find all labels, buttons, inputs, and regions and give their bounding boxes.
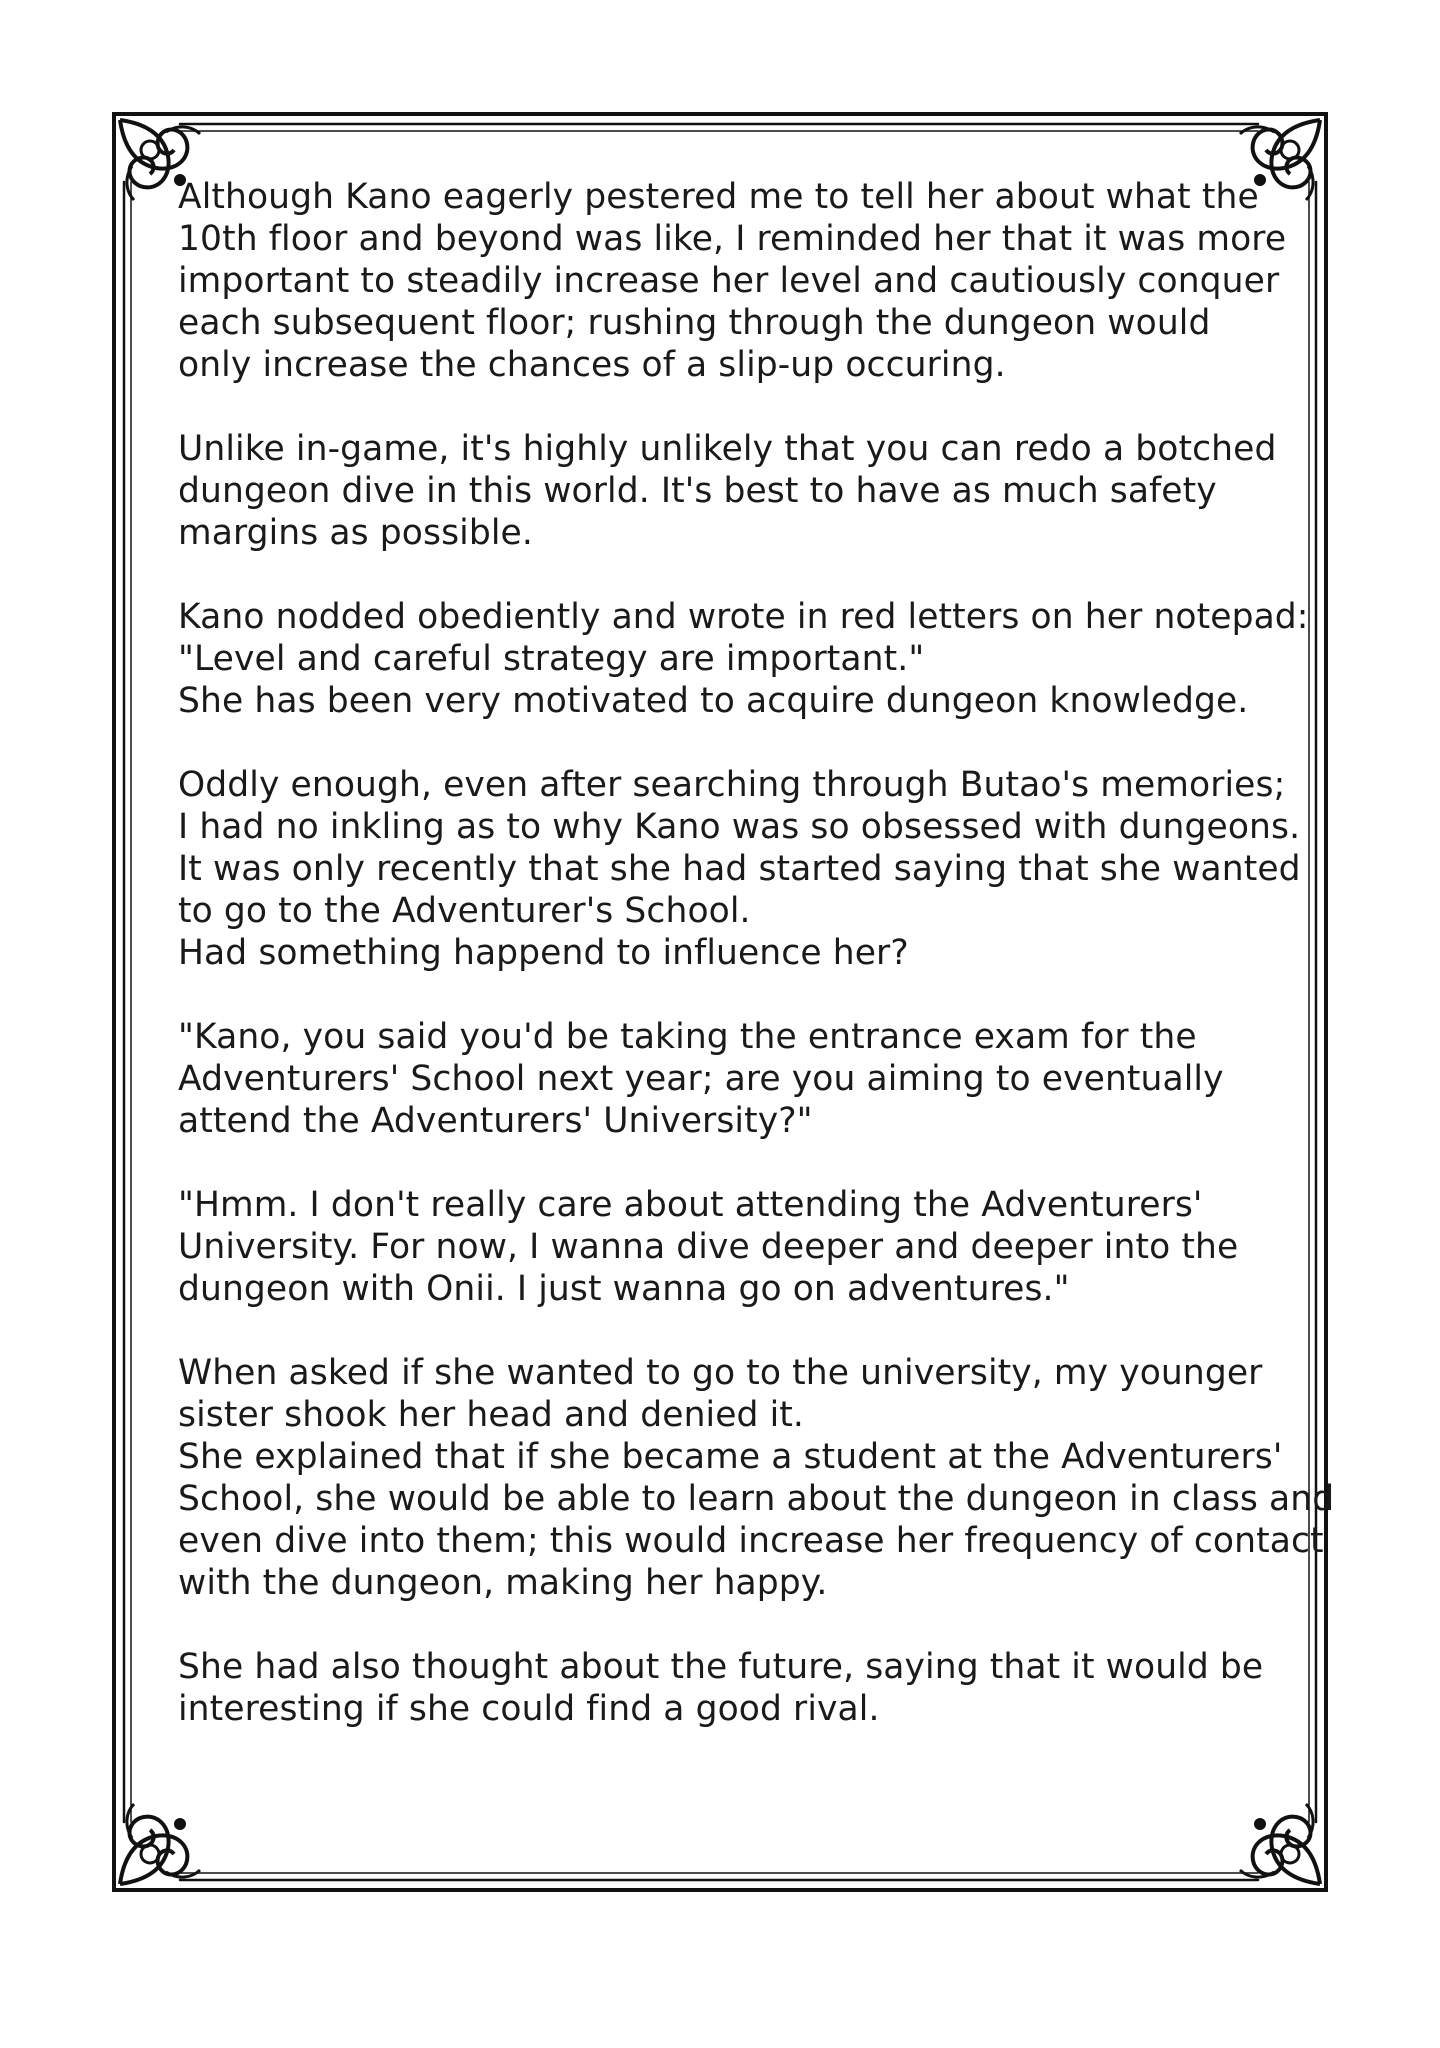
corner-ornament-bottom-right — [1240, 1804, 1320, 1884]
text-line: interesting if she could find a good rival. — [178, 1689, 880, 1729]
paragraph — [178, 764, 1308, 974]
text-line: She explained that if she became a student at the Adventurers' — [178, 1437, 1283, 1477]
text-line: She had also thought about the future, saying that it would be — [178, 1647, 1264, 1687]
paragraph — [178, 1184, 1308, 1310]
text-line: important to steadily increase her level and cautiously conquer — [178, 261, 1280, 301]
text-line: She has been very motivated to acquire dungeon knowledge. — [178, 681, 1249, 721]
text-line: Unlike in-game, it's highly unlikely that you can redo a botched — [178, 429, 1277, 469]
text-line: I had no inkling as to why Kano was so obsessed with dungeons. — [178, 807, 1301, 847]
text-line: Adventurers' School next year; are you aiming to eventually — [178, 1059, 1224, 1099]
text-line: attend the Adventurers' University?" — [178, 1101, 813, 1141]
text-line: only increase the chances of a slip-up occuring. — [178, 345, 1006, 385]
text-line: dungeon with Onii. I just wanna go on adventures." — [178, 1269, 1070, 1309]
text-line: sister shook her head and denied it. — [178, 1395, 804, 1435]
text-line: "Hmm. I don't really care about attending the Adventurers' — [178, 1185, 1203, 1225]
paragraph — [178, 596, 1308, 722]
text-line: Kano nodded obediently and wrote in red letters on her notepad: — [178, 597, 1309, 637]
text-line: When asked if she wanted to go to the university, my younger — [178, 1353, 1263, 1393]
paragraph — [178, 1016, 1308, 1142]
paragraph — [178, 176, 1308, 386]
paragraph — [178, 428, 1308, 554]
text-line: 10th floor and beyond was like, I reminded her that it was more — [178, 219, 1287, 259]
text-line: with the dungeon, making her happy. — [178, 1563, 828, 1603]
text-line: even dive into them; this would increase her frequency of contact — [178, 1521, 1324, 1561]
text-line: "Level and careful strategy are important." — [178, 639, 925, 679]
text-line: It was only recently that she had started saying that she wanted — [178, 849, 1301, 889]
text-line: Although Kano eagerly pestered me to tell her about what the — [178, 177, 1259, 217]
text-line: Oddly enough, even after searching through Butao's memories; — [178, 765, 1286, 805]
text-line: to go to the Adventurer's School. — [178, 891, 751, 931]
text-line: Had something happend to influence her? — [178, 933, 909, 973]
text-line: margins as possible. — [178, 513, 533, 553]
text-line: each subsequent floor; rushing through the dungeon would — [178, 303, 1211, 343]
paragraph — [178, 1352, 1335, 1604]
text-line: dungeon dive in this world. It's best to have as much safety — [178, 471, 1217, 511]
text-line: "Kano, you said you'd be taking the entrance exam for the — [178, 1017, 1197, 1057]
text-line: School, she would be able to learn about the dungeon in class and — [178, 1479, 1335, 1519]
story-text — [178, 176, 1335, 1730]
paragraph — [178, 1646, 1308, 1730]
text-line: University. For now, I wanna dive deeper and deeper into the — [178, 1227, 1239, 1267]
corner-ornament-bottom-left — [120, 1804, 200, 1884]
